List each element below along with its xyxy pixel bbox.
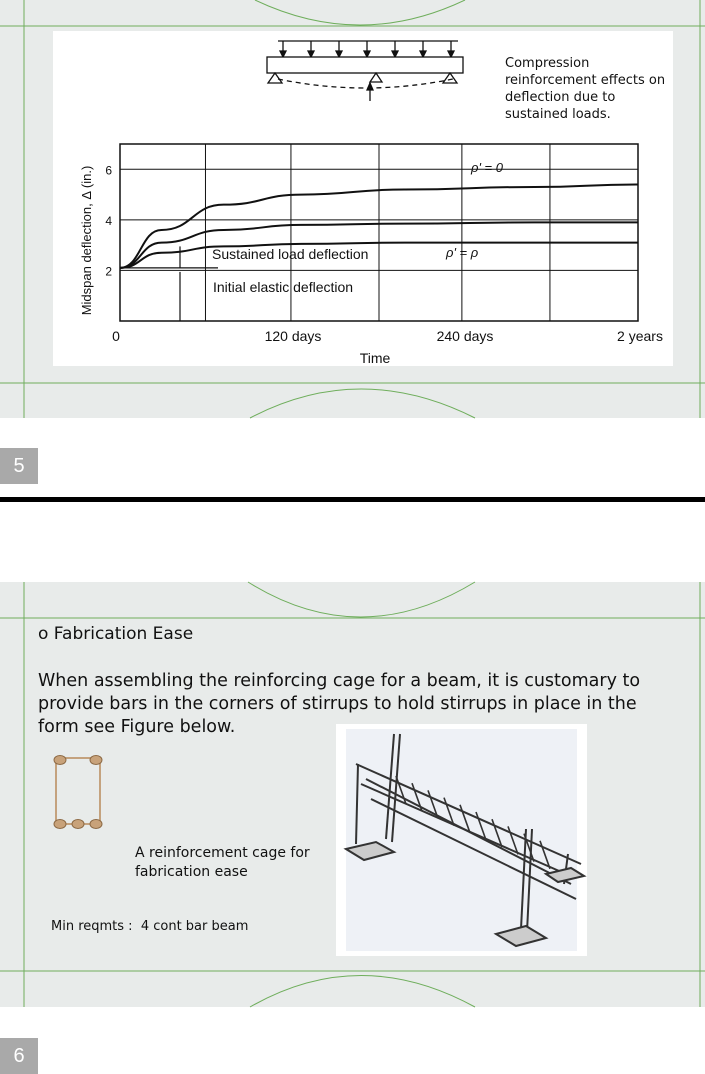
- x-tick-label: 120 days: [264, 328, 322, 344]
- body-paragraph: When assembling the reinforcing cage for a beam, it is customary to provide bars in the corners of stirrups to hold stirrups in place in the form see Figure below.: [38, 671, 641, 737]
- reinforcement-cage-image: [336, 724, 587, 956]
- min-requirements: Min reqmts : 4 cont bar beam: [51, 919, 249, 934]
- load-arrowhead: [420, 51, 426, 57]
- page-number-6: 6: [0, 1038, 38, 1074]
- y-axis-label: Midspan deflection, Δ (in.): [79, 165, 94, 316]
- y-tick-label: 6: [105, 163, 112, 178]
- figure-caption: Compression reinforcement effects on deflection due to sustained loads.: [505, 56, 666, 122]
- load-arrowhead: [364, 51, 370, 57]
- y-tick-label: 4: [105, 213, 112, 228]
- section-heading: o Fabrication Ease: [38, 624, 194, 644]
- x-tick-label: 240 days: [436, 328, 494, 344]
- x-axis-label: Time: [359, 350, 391, 366]
- beam-diagram: [267, 41, 463, 101]
- chart-annotation: ρ' = ρ: [446, 245, 479, 260]
- load-arrowhead: [448, 51, 454, 57]
- slide-5: [0, 0, 705, 477]
- x-tick-label: 2 years: [617, 328, 663, 344]
- load-arrowhead: [392, 51, 398, 57]
- x-tick-label: 0: [112, 328, 120, 344]
- load-arrowhead: [336, 51, 342, 57]
- cage-caption: A reinforcement cage for fabrication ease: [135, 845, 310, 880]
- deflection-figure: [53, 31, 673, 366]
- chart-annotation: Initial elastic deflection: [213, 279, 354, 295]
- load-arrowhead: [280, 51, 286, 57]
- y-tick-label: 2: [105, 264, 112, 279]
- stirrup-section-icon: [50, 752, 110, 832]
- reinforcement-cage-drawing: [336, 724, 587, 956]
- slide-divider: [0, 497, 705, 502]
- chart-annotation: ρ' = 0: [471, 160, 503, 175]
- chart-annotation: Sustained load deflection: [212, 246, 369, 262]
- load-arrowhead: [308, 51, 314, 57]
- page-number-5: 5: [0, 448, 38, 484]
